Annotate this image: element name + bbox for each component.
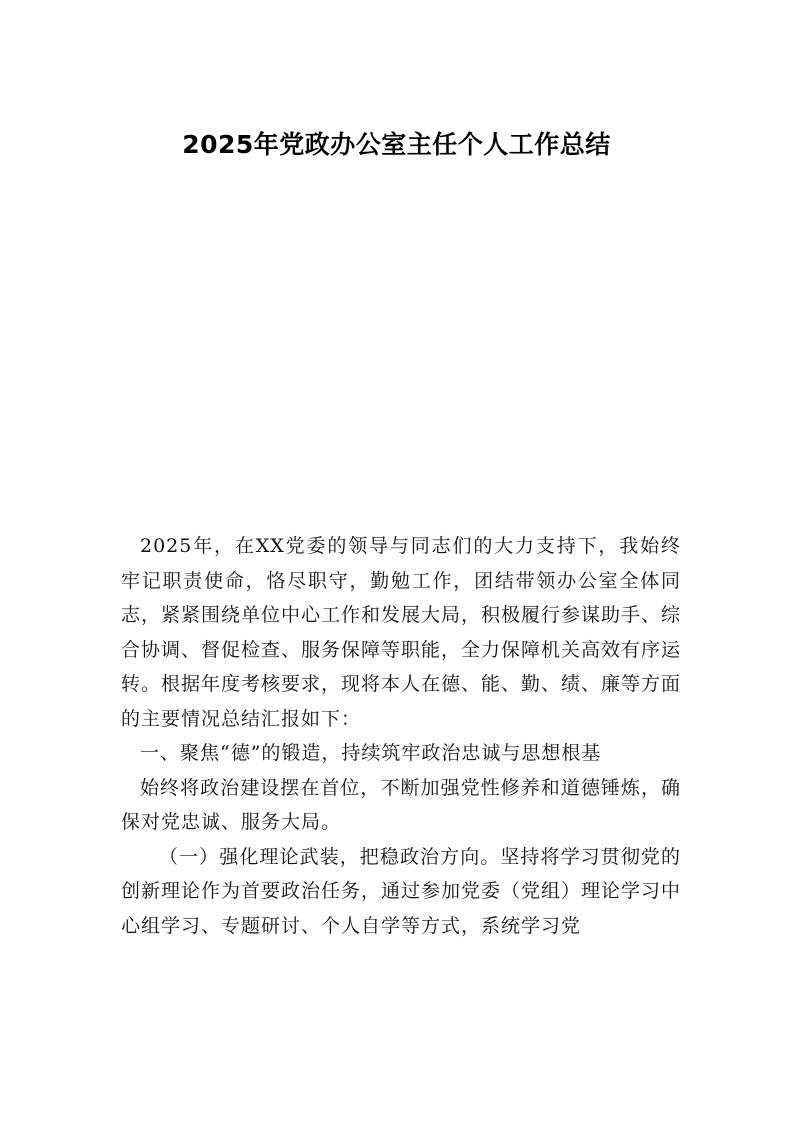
document-body (121, 529, 681, 943)
section-1-paragraph: 始终将政治建设摆在首位，不断加强党性修养和道德锤炼，确保对党忠诚、服务大局。 (121, 776, 681, 833)
document-title: 2025年党政办公室主任个人工作总结 (182, 130, 611, 159)
subsection-1-paragraph: （一）强化理论武装，把稳政治方向。坚持将学习贯彻党的创新理论作为首要政治任务，通过参加党委（党组）理论学习中心组学习、专题研讨、个人自学等方式，系统学习党 (121, 845, 682, 937)
section-heading-1: 一、聚焦“德”的锻造，持续筑牢政治忠诚与思想根基 (140, 742, 602, 764)
intro-paragraph: 2025年，在XX党委的领导与同志们的大力支持下，我始终牢记职责使命，恪尽职守，勤勉工作，团结带领办公室全体同志，紧紧围绕单位中心工作和发展大局，积极履行参谋助手、综合协调、督促检查、服务保障等职能，全力保障机关高效有序运转。根据年度考核要求，现将本人在德、能、勤、绩、廉等方面的主要情况总结汇报如下： (121, 535, 682, 730)
